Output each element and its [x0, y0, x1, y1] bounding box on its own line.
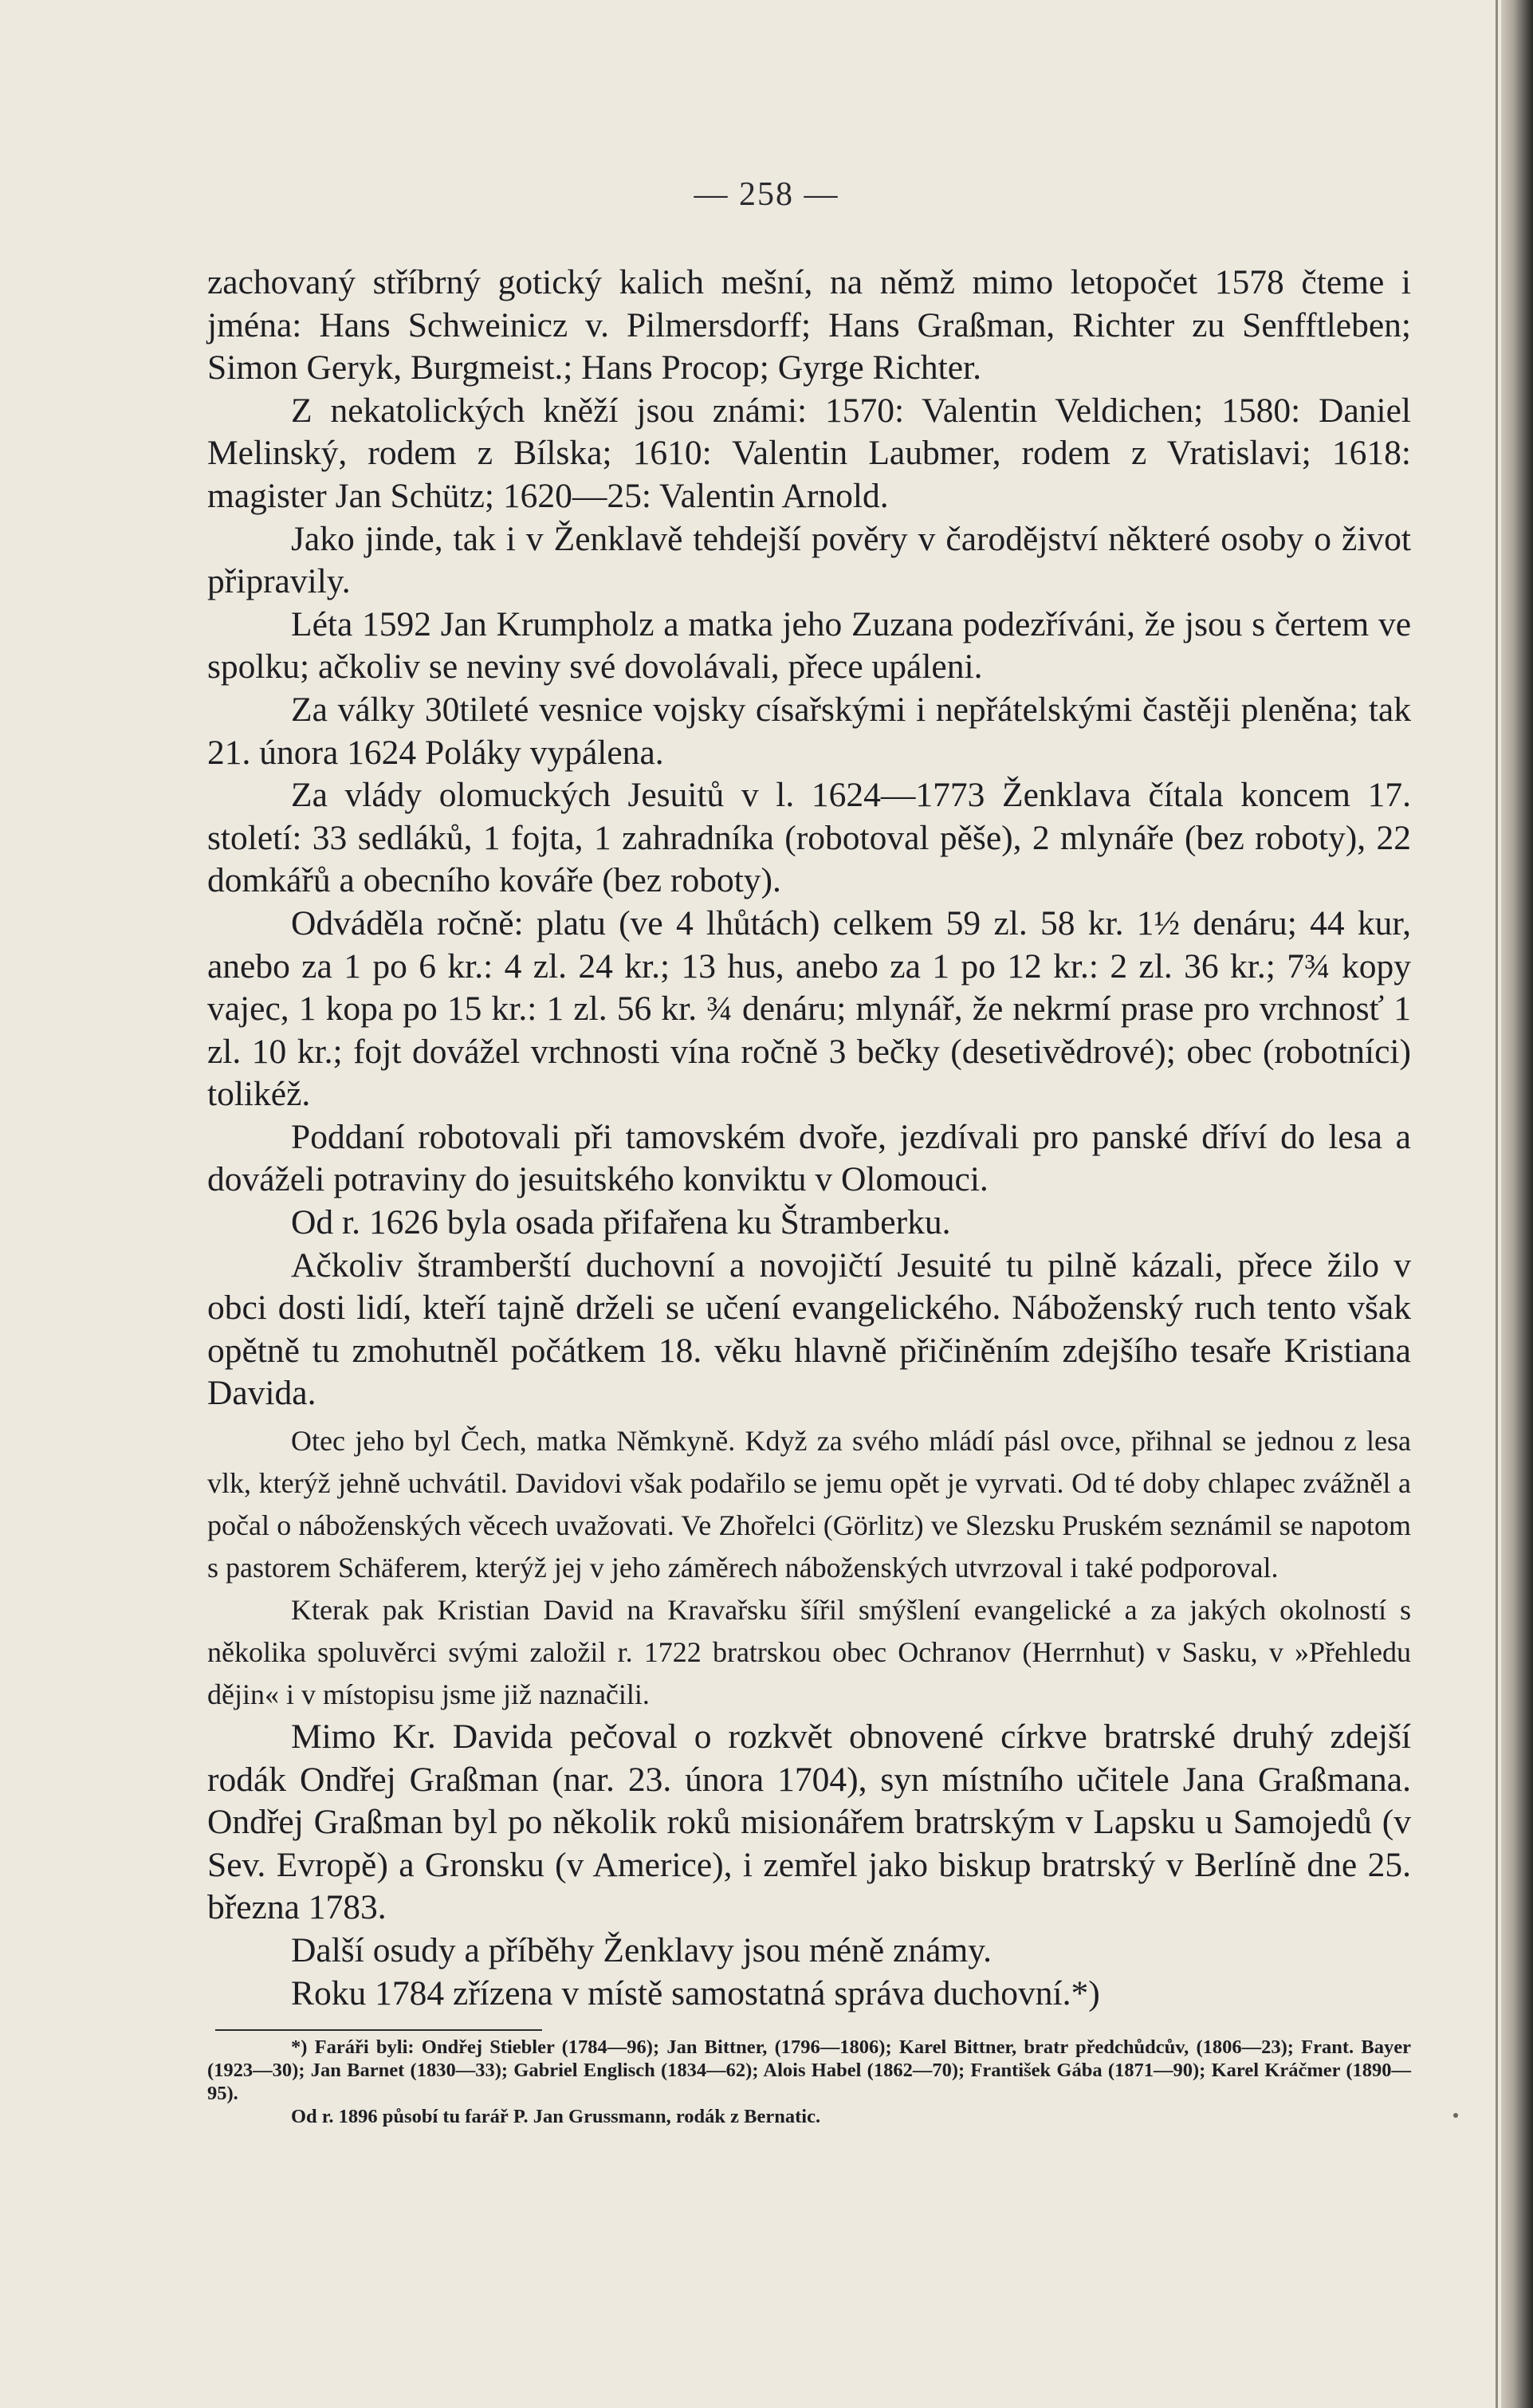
- page-edge-shadow: [1501, 0, 1533, 2408]
- paragraph: Další osudy a příběhy Ženklavy jsou méně známy.: [291, 1931, 993, 1969]
- paragraph: Mimo Kr. Davida pečoval o rozkvět obnovené církve bratrské druhý zdejší rodák Ondřej Graßman (nar. 23. února 1704), syn místního učitele Jana Graßmana. Ondřej Graßman byl po několik roků misionářem bratrským v Lapsku u Samojedů (v Sev. Evropě) a Gronsku (v Americe), i zemřel jako biskup bratrský v Berlíně dne 25. března 1783.: [207, 1717, 1411, 1927]
- footnote-divider: [215, 2029, 542, 2031]
- paragraph: Z nekatolických kněží jsou známi: 1570: Valentin Veldichen; 1580: Daniel Melinský, rodem z Bílska; 1610: Valentin Laubmer, rodem z Vratislavi; 1618: magister Jan Schütz; 1620—25: Valentin Arnold.: [207, 391, 1411, 515]
- paragraph: Od r. 1626 byla osada přifařena ku Štramberku.: [291, 1203, 951, 1242]
- paragraph: Poddaní robotovali při tamovském dvoře, jezdívali pro panské dříví do lesa a dováželi potraviny do jesuitského konviktu v Olomouci.: [207, 1117, 1411, 1199]
- stray-ink-dot: [1453, 2113, 1458, 2118]
- paragraph: zachovaný stříbrný gotický kalich mešní, na němž mimo letopočet 1578 čteme i jména: Hans Schweinicz v. Pilmersdorff; Hans Graßman, Richter zu Senfftleben; Simon Geryk, Burgmeist.; Hans Procop; Gyrge Richter.: [207, 263, 1411, 388]
- paragraph: Jako jinde, tak i v Ženklavě tehdejší pověry v čarodějství některé osoby o život připravily.: [207, 519, 1411, 601]
- paragraph: Léta 1592 Jan Krumpholz a matka jeho Zuzana podezříváni, že jsou s čertem ve spolku; ačkoliv se neviny své dovolávali, přece upáleni.: [207, 604, 1411, 687]
- paragraph: Odváděla ročně: platu (ve 4 lhůtách) celkem 59 zl. 58 kr. 1½ denáru; 44 kur, anebo za 1 po 6 kr.: 4 zl. 24 kr.; 13 hus, anebo za 1 po 12 kr.: 2 zl. 36 kr.; 7¾ kopy vajec, 1 kopa po 15 kr.: 1 zl. 56 kr. ¾ denáru; mlynář, že nekrmí prase pro vrchnosť 1 zl. 10 kr.; fojt dovážel vrchnosti vína ročně 3 bečky (desetivědrové); obec (robotníci) tolikéž.: [207, 903, 1411, 1114]
- small-print-section: [207, 1420, 1411, 1716]
- main-text: [207, 262, 1411, 2128]
- paragraph: Roku 1784 zřízena v místě samostatná správa duchovní.*): [291, 1973, 1100, 2013]
- small-paragraph: Otec jeho byl Čech, matka Němkyně. Když za svého mládí pásl ovce, přihnal se jednou z lesa vlk, kterýž jehně uchvátil. Davidovi však podařilo se jemu opět je vyrvati. Od té doby chlapec zvážněl a počal o náboženských věcech uvažovati. Ve Zhořelci (Görlitz) ve Slezsku Pruském seznámil se napotom s pastorem Schäferem, kterýž jej v jeho záměrech náboženských utvrzoval i také podporoval.: [207, 1425, 1411, 1584]
- small-paragraph: Kterak pak Kristian David na Kravařsku šířil smýšlení evangelické a za jakých okolností s několika spoluvěrci svými založil r. 1722 bratrskou obec Ochranov (Herrnhut) v Sasku, v »Přehledu dějin« i v místopisu jsme již naznačili.: [207, 1594, 1411, 1711]
- paragraph: Za války 30tileté vesnice vojsky císařskými i nepřátelskými častěji pleněna; tak 21. února 1624 Poláky vypálena.: [207, 690, 1411, 772]
- paragraph: Za vlády olomuckých Jesuitů v l. 1624—1773 Ženklava čítala koncem 17. století: 33 sedláků, 1 fojta, 1 zahradníka (robotoval pěše), 2 mlynáře (bez roboty), 22 domkářů a obecního kováře (bez roboty).: [207, 776, 1411, 900]
- page-gutter-line: [1496, 0, 1498, 2408]
- paragraph: Ačkoliv štramberští duchovní a novojičtí Jesuité tu pilně kázali, přece žilo v obci dosti lidí, kteří tajně drželi se učení evangelického. Náboženský ruch tento však opětně tu zmohutněl počátkem 18. věku hlavně přičiněním zdejšího tesaře Kristiana Davida.: [207, 1245, 1411, 1413]
- page-number: — 258 —: [694, 176, 839, 213]
- footnote: Od r. 1896 působí tu farář P. Jan Grussmann, rodák z Bernatic.: [291, 2106, 821, 2128]
- footnote: *) Faráři byli: Ondřej Stiebler (1784—96); Jan Bittner, (1796—1806); Karel Bittner, bratr předchůdcův, (1806—23); Frant. Bayer (1923—30); Jan Barnet (1830—33); Gabriel Englisch (1834—62); Alois Habel (1862—70); František Gába (1871—90); Karel Kráčmer (1890—95).: [207, 2036, 1411, 2105]
